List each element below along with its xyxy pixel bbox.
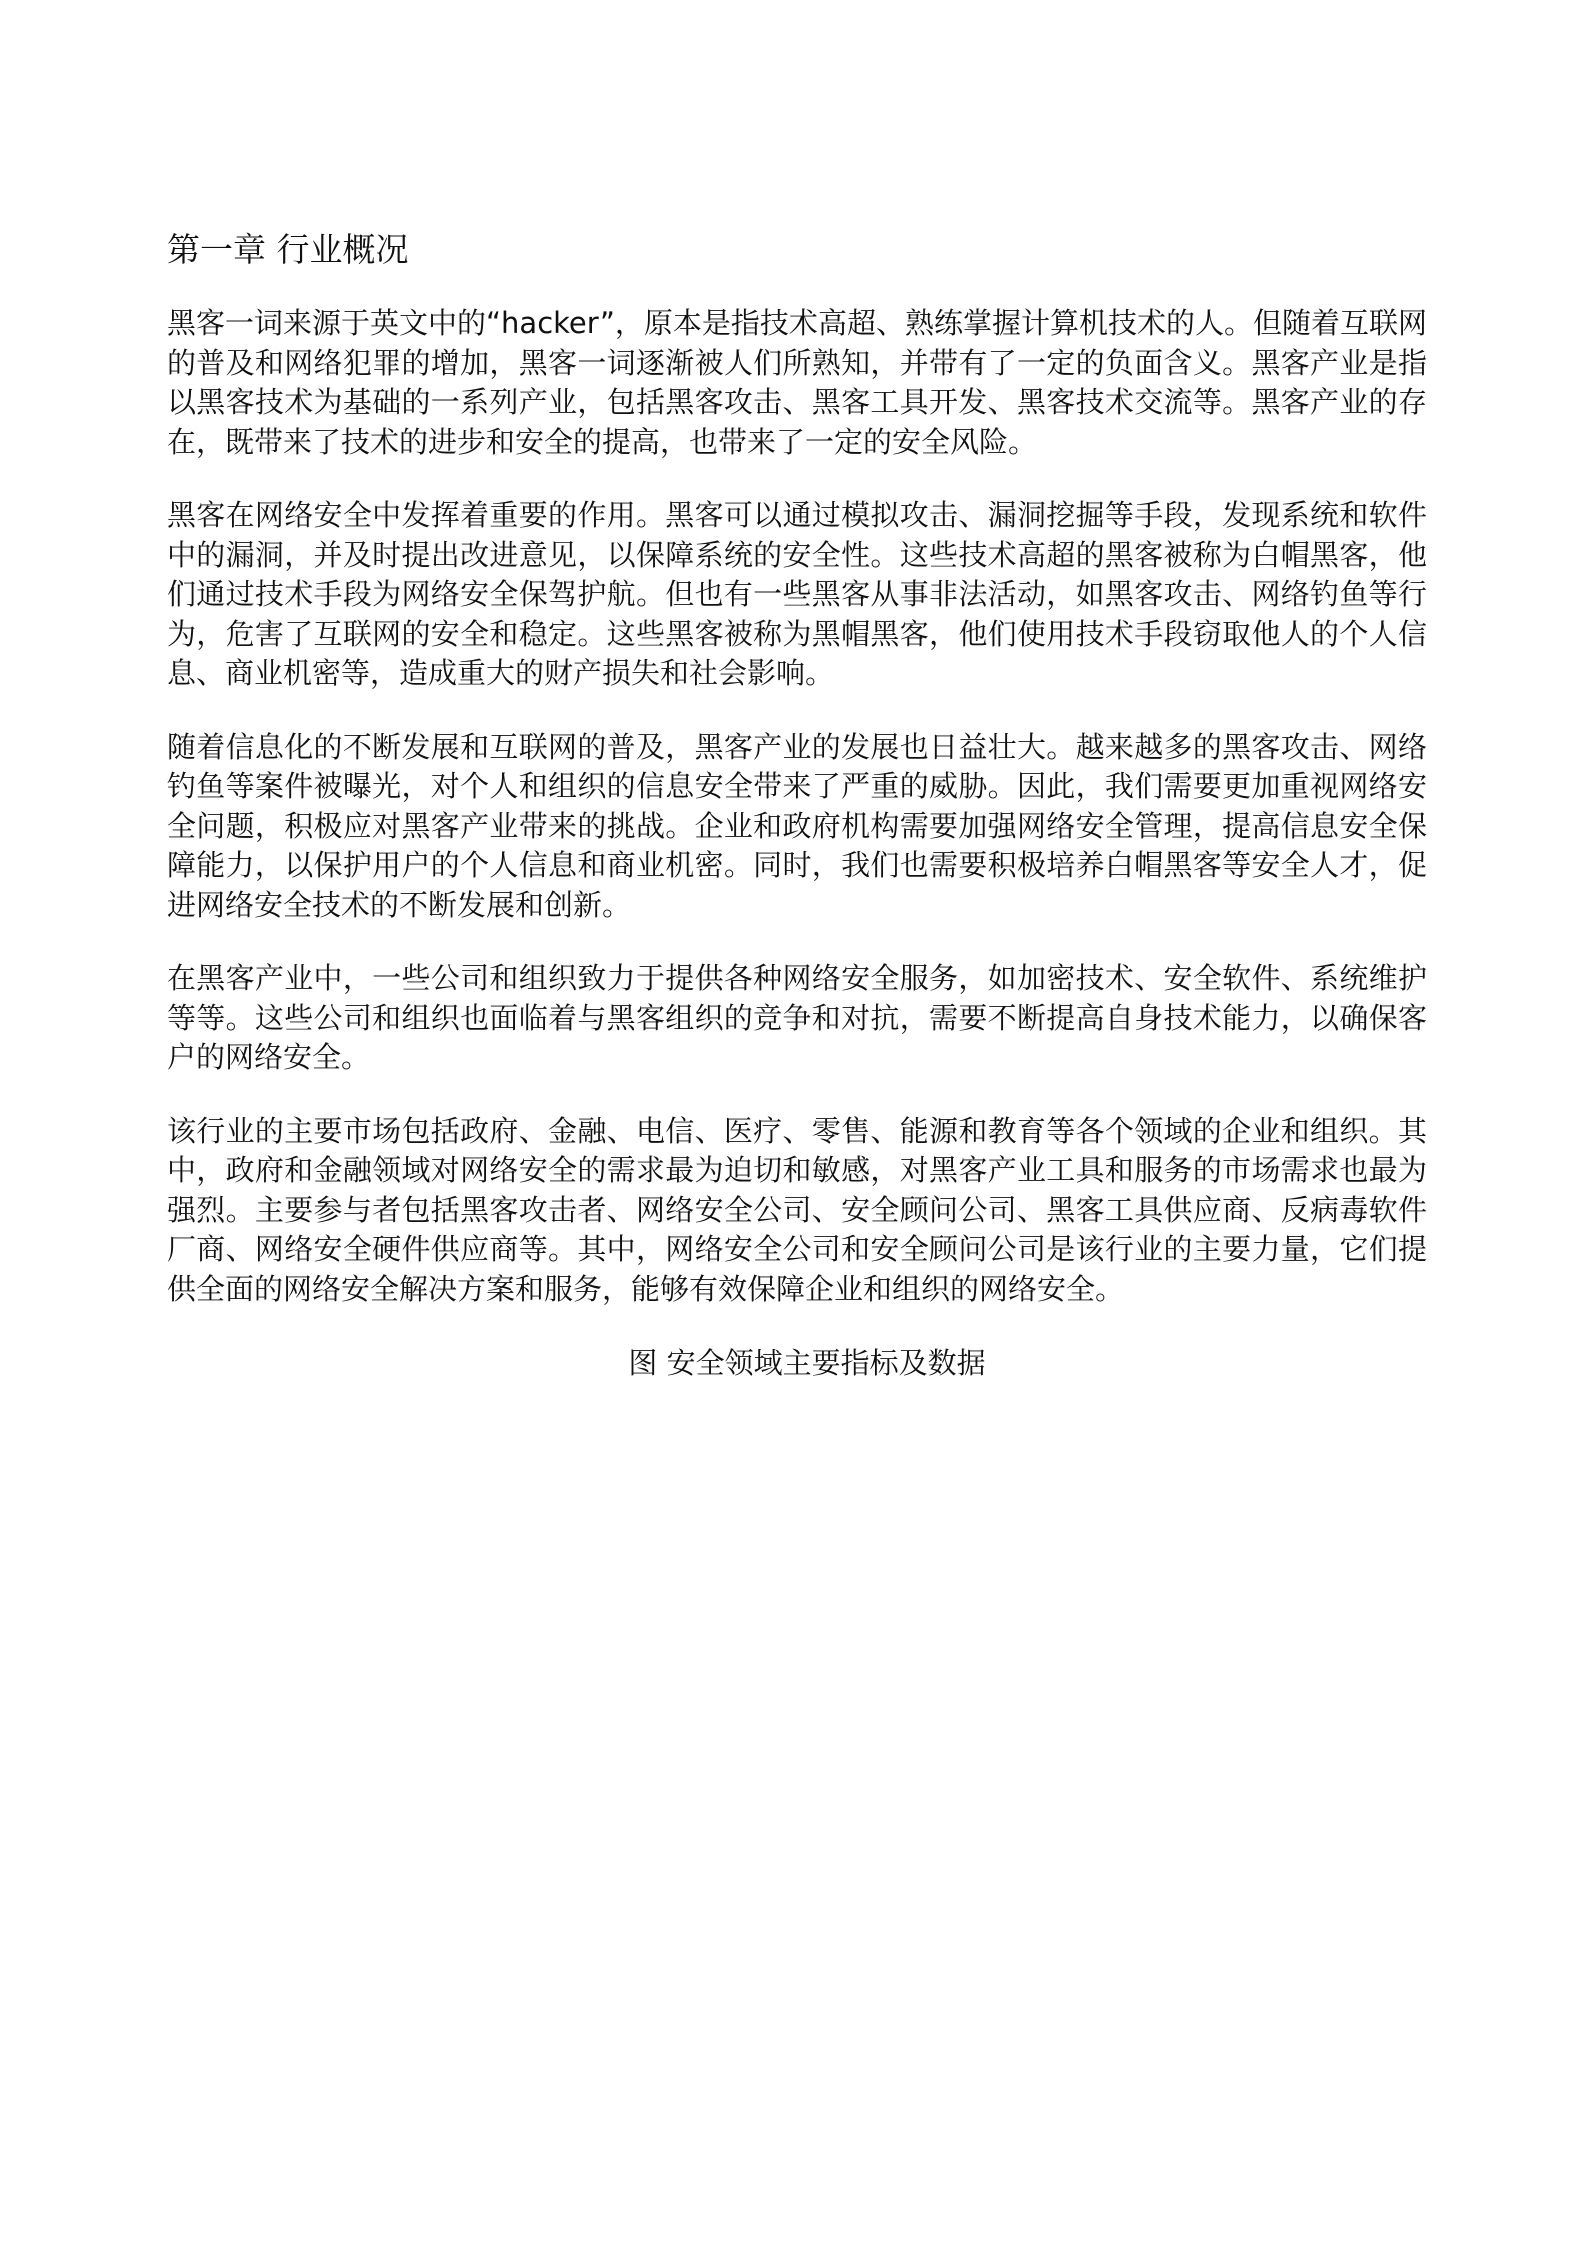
paragraph-3: 随着信息化的不断发展和互联网的普及，黑客产业的发展也日益壮大。越来越多的黑客攻击、网络钓鱼等案件被曝光，对个人和组织的信息安全带来了严重的威胁。因此，我们需要更加重视网络安全问题，积极应对黑客产业带来的挑战。企业和政府机构需要加强网络安全管理，提高信息安全保障能力，以保护用户的个人信息和商业机密。同时，我们也需要积极培养白帽黑客等安全人才，促进网络安全技术的不断发展和创新。: [167, 729, 1427, 922]
paragraph-4: 在黑客产业中，一些公司和组织致力于提供各种网络安全服务，如加密技术、安全软件、系统维护等等。这些公司和组织也面临着与黑客组织的竞争和对抗，需要不断提高自身技术能力，以确保客户的网络安全。: [167, 961, 1427, 1074]
paragraph-1: 黑客一词来源于英文中的“hacker”，原本是指技术高超、熟练掌握计算机技术的人。但随着互联网的普及和网络犯罪的增加，黑客一词逐渐被人们所熟知，并带有了一定的负面含义。黑客产业是指以黑客技术为基础的一系列产业，包括黑客攻击、黑客工具开发、黑客技术交流等。黑客产业的存在，既带来了技术的进步和安全的提高，也带来了一定的安全风险。: [167, 306, 1427, 459]
figure-caption: 图 安全领域主要指标及数据: [628, 1346, 986, 1380]
paragraph-5: 该行业的主要市场包括政府、金融、电信、医疗、零售、能源和教育等各个领域的企业和组织。其中，政府和金融领域对网络安全的需求最为迫切和敏感，对黑客产业工具和服务的市场需求也最为强烈。主要参与者包括黑客攻击者、网络安全公司、安全顾问公司、黑客工具供应商、反病毒软件厂商、网络安全硬件供应商等。其中，网络安全公司和安全顾问公司是该行业的主要力量，它们提供全面的网络安全解决方案和服务，能够有效保障企业和组织的网络安全。: [167, 1113, 1427, 1306]
paragraph-2: 黑客在网络安全中发挥着重要的作用。黑客可以通过模拟攻击、漏洞挖掘等手段，发现系统和软件中的漏洞，并及时提出改进意见，以保障系统的安全性。这些技术高超的黑客被称为白帽黑客，他们通过技术手段为网络安全保驾护航。但也有一些黑客从事非法活动，如黑客攻击、网络钓鱼等行为，危害了互联网的安全和稳定。这些黑客被称为黑帽黑客，他们使用技术手段窃取他人的个人信息、商业机密等，造成重大的财产损失和社会影响。: [167, 498, 1427, 690]
document-body: [167, 228, 1427, 1383]
chapter-title: 第一章 行业概况: [167, 230, 409, 269]
